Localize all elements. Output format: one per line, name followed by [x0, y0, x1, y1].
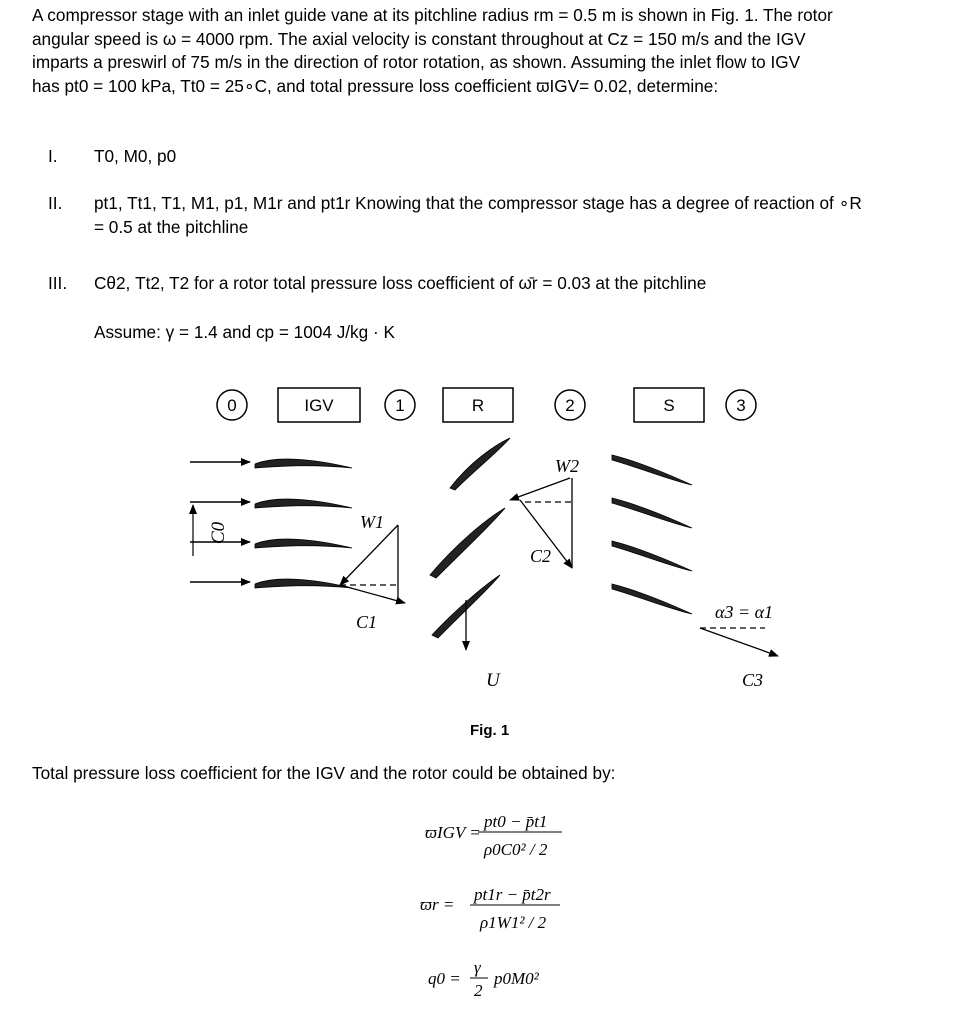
station-3-label: 3 [736, 396, 746, 415]
question-text: Cθ2, Tt2, T2 for a rotor total pressure loss coefficient of ω̄r = 0.03 at the pitchline [94, 273, 707, 293]
c0-vector [193, 505, 229, 556]
stator-blades [612, 455, 692, 614]
eq3-rhs: p0M0² [494, 969, 539, 988]
station-2-label: 2 [565, 396, 575, 415]
c3-vector [700, 602, 778, 690]
question-text-line-2: = 0.5 at the pitchline [94, 216, 249, 237]
u-label: U [486, 670, 500, 691]
eq2-lhs: ϖr = [420, 895, 455, 914]
c2-label: C2 [530, 546, 552, 566]
intro-line-2: angular speed is ω = 4000 rpm. The axial velocity is constant throughout at Cz = 150 m/s and the IGV [32, 28, 806, 49]
igv-label: IGV [304, 396, 334, 415]
eq3-frac-numerator: γ [474, 958, 481, 977]
question-number: III. [48, 273, 68, 293]
eq3-lhs: q0 = [428, 969, 461, 988]
intro-line-1: A compressor stage with an inlet guide vane at its pitchline radius rm = 0.5 m is shown in Fig. 1. The rotor [32, 5, 833, 25]
station-1-label: 1 [395, 396, 405, 415]
question-text-line-1: pt1, Tt1, T1, M1, p1, M1r and pt1r Knowing that the compressor stage has a degree of reaction of ∘R [94, 193, 862, 213]
igv-blades [255, 459, 352, 588]
question-number: I. [48, 146, 58, 166]
w1-label: W1 [360, 512, 384, 532]
station-0-label: 0 [227, 396, 237, 415]
c0-label: C0 [208, 521, 229, 544]
alpha-label: α3 = α1 [715, 602, 774, 622]
u-vector [466, 600, 501, 691]
eq1-lhs: ϖIGV = [425, 823, 481, 842]
rotor-label: R [471, 396, 485, 415]
assumption-line: Assume: γ = 1.4 and cp = 1004 J/kg · K [94, 322, 395, 342]
loss-coefficient-text: Total pressure loss coefficient for the IGV and the rotor could be obtained by: [32, 763, 616, 783]
question-number: II. [48, 193, 63, 213]
inlet-velocity-triangle [340, 525, 405, 603]
question-text: T0, M0, p0 [94, 146, 177, 166]
w2-label: W2 [555, 456, 579, 476]
eq1-numerator: pt0 − p̄t1 [484, 812, 548, 831]
intro-line-4: has pt0 = 100 kPa, Tt0 = 25∘C, and total pressure loss coefficient ϖIGV= 0.02, determine: [32, 75, 719, 96]
c3-label: C3 [742, 670, 764, 690]
eq2-numerator: pt1r − p̄t2r [474, 885, 551, 904]
eq1-denominator: ρ0C0² / 2 [484, 840, 548, 859]
equations [420, 812, 562, 1000]
intro-line-3: imparts a preswirl of 75 m/s in the direction of rotor rotation, as shown. Assuming the inlet flow to IGV [32, 52, 801, 72]
figure-caption: Fig. 1 [470, 722, 510, 739]
eq2-denominator: ρ1W1² / 2 [480, 913, 547, 932]
c1-label: C1 [356, 612, 378, 632]
stator-label: S [663, 396, 675, 415]
eq3-frac-denominator: 2 [474, 981, 483, 1000]
inlet-triangle-labels [356, 512, 384, 632]
rotor-blades [430, 438, 510, 638]
